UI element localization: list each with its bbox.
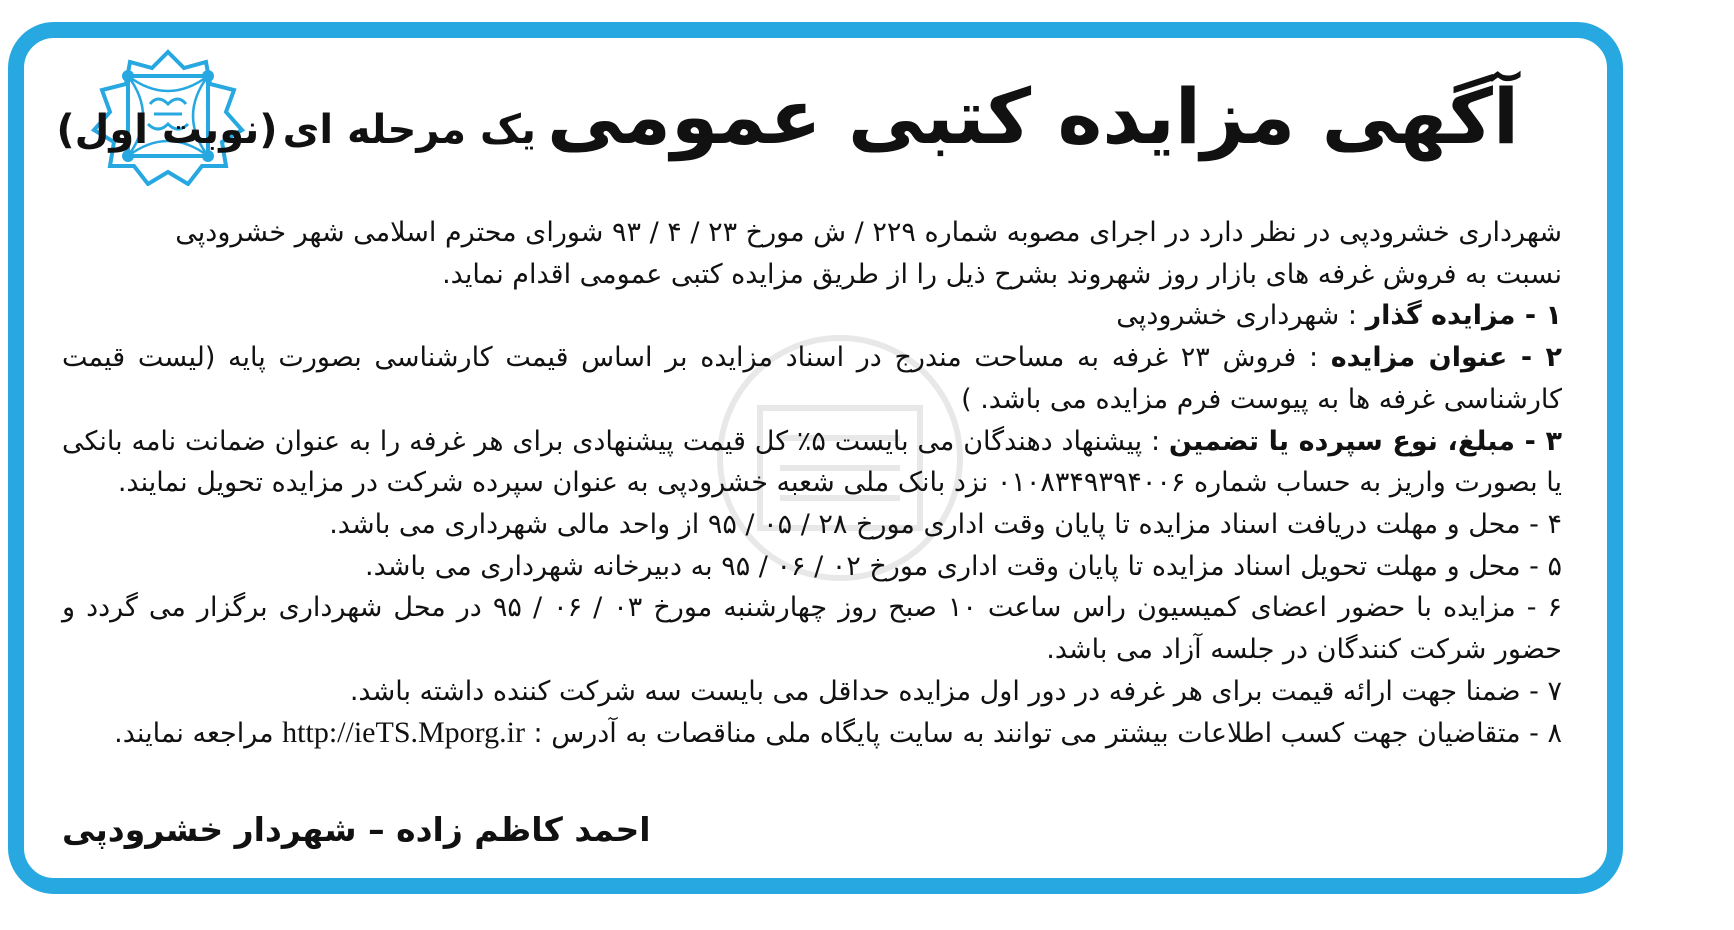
item-8-end: مراجعه نمایند. (114, 718, 283, 750)
item-label: ۲ - عنوان مزایده (1330, 342, 1562, 374)
item-label: ۱ - مزایده گذار (1365, 300, 1562, 332)
item-text: : فروش ۲۳ غرفه به مساحت مندرج در اسناد مزایده بر اساس قیمت کارشناسی بصورت پایه (لیست قیمت کارشناسی غرفه ها به پیوست فرم مزایده می باشد. ) (62, 342, 1562, 415)
signature: احمد کاظم زاده – شهردار خشرودپی (62, 810, 651, 849)
notice-body (62, 212, 1562, 755)
notice-title (56, 72, 1519, 161)
item-8-text: ۸ - متقاضیان جهت کسب اطلاعات بیشتر می توانند به سایت پایگاه ملی مناقصات به آدرس : (524, 718, 1562, 750)
item-3 (62, 421, 1562, 504)
item-2 (62, 337, 1562, 420)
item-8 (62, 712, 1562, 755)
item-text: : شهرداری خشرودپی (1116, 300, 1366, 332)
title-sub: یک مرحله ای (282, 107, 536, 153)
item-4: ۴ - محل و مهلت دریافت اسناد مزایده تا پایان وقت اداری مورخ ۲۸ / ۰۵ / ۹۵ از واحد مالی شهرداری می باشد. (329, 508, 1562, 540)
item-1 (62, 295, 1562, 337)
item-7: ۷ - ضمنا جهت ارائه قیمت برای هر غرفه در دور اول مزایده حداقل می بایست سه شرکت کننده داشته باشد. (349, 675, 1562, 707)
title-main: آگهی مزایده کتبی عمومی (547, 72, 1519, 161)
item-5: ۵ - محل و مهلت تحویل اسناد مزایده تا پایان وقت اداری مورخ ۰۲ / ۰۶ / ۹۵ به دبیرخانه شهرداری می باشد. (365, 550, 1562, 582)
intro-line-1: شهرداری خشرودپی در نظر دارد در اجرای مصوبه شماره ۲۲۹ / ش مورخ ۲۳ / ۴ / ۹۳ شورای محترم اسلامی شهر خشرودپی (175, 217, 1562, 248)
intro-line-2: نسبت به فروش غرفه های بازار روز شهروند بشرح ذیل را از طریق مزایده کتبی عمومی اقدام نماید. (442, 258, 1562, 290)
item-6: ۶ - مزایده با حضور اعضای کمیسیون راس ساعت ۱۰ صبح روز چهارشنبه مورخ ۰۳ / ۰۶ / ۹۵ در محل شهرداری برگزار می گردد و حضور شرکت کنندگان در جلسه آزاد می باشد. (62, 592, 1563, 666)
tenders-site-link[interactable]: http://ieTS.Mporg.ir (282, 716, 525, 750)
title-round: (نوبت اول) (56, 107, 278, 153)
item-text: : پیشنهاد دهندگان می بایست ۵٪ کل قیمت پیشنهادی برای هر غرفه را به عنوان ضمانت نامه بانکی یا بصورت واریز به حساب شماره ۰۱۰۸۳۴۹۳۹۴۰۰۶ نزد بانک ملی شعبه خشرودپی به عنوان سپرده شرکت در مزایده تحویل نمایند. (62, 425, 1562, 499)
item-label: ۳ - مبلغ، نوع سپرده یا تضمین (1168, 425, 1562, 457)
